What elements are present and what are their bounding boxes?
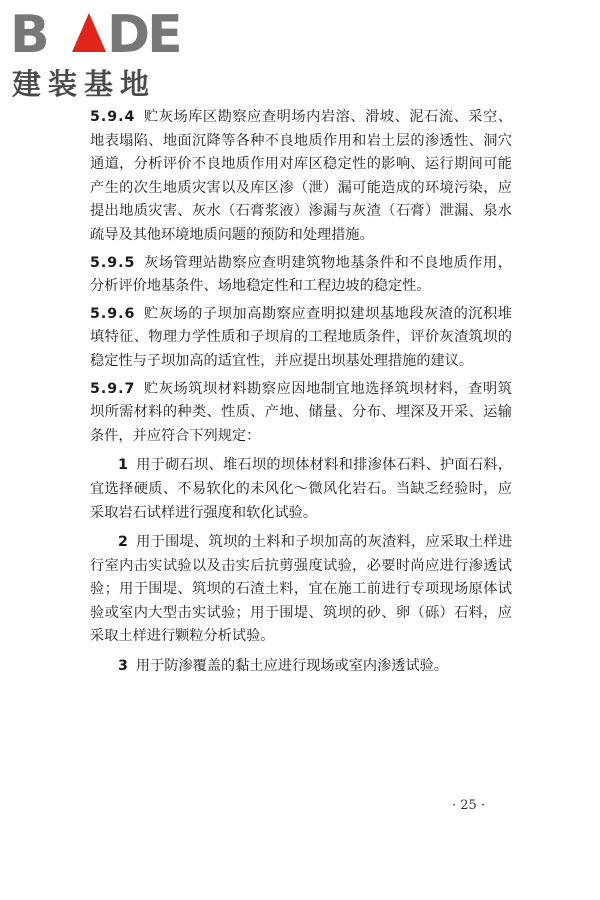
item-text: 用于砌石坝、堆石坝的坝体材料和排渗体石料、护面石料，宜选择硬质、不易软化的未风化～微风化岩石。当缺乏经验时，应采取岩石试样进行强度和软化试验。 — [90, 457, 512, 521]
item-text: 用于防渗覆盖的黏土应进行现场或室内渗透试验。 — [135, 658, 449, 675]
item-number: 2 — [118, 534, 128, 551]
clause-number: 5.9.4 — [90, 109, 136, 125]
list-item — [90, 531, 512, 649]
item-text: 用于围堤、筑坝的土料和子坝加高的灰渣料，应采取土样进行室内击实试验以及击实后抗剪强度试验，必要时尚应进行渗透试验；用于围堤、筑坝的石渣土料，宜在施工前进行专项现场原体试验或室内大型击实试验；用于围堤、筑坝的砂、卵（砾）石料，应采取土样进行颗粒分析试验。 — [90, 534, 512, 645]
clause-number: 5.9.6 — [90, 305, 136, 322]
clause-text: 贮灰场库区勘察应查明场内岩溶、滑坡、泥石流、采空、地表塌陷、地面沉降等各种不良地质作用和岩土层的渗透性、洞穴通道，分析评价不良地质作用对库区稳定性的影响、运行期间可能产生的次生地质灾害以及库区渗（泄）漏可能造成的环境污染，应提出地质灾害、灰水（石膏浆液）渗漏与灰渣（石膏）泄漏、泉水疏导及其他环境地质问题的预防和处理措施。 — [90, 109, 512, 243]
bade-logo — [10, 6, 180, 101]
item-number: 1 — [118, 457, 128, 474]
clause-number: 5.9.7 — [90, 380, 136, 397]
clause-5-9-6 — [90, 303, 512, 374]
logo-subtitle: 建装基地 — [12, 67, 157, 101]
clause-text: 灰场管理站勘察应查明建筑物地基条件和不良地质作用，分析评价地基条件、场地稳定性和工程边坡的稳定性。 — [90, 254, 512, 295]
svg-text:B: B — [10, 6, 48, 56]
clause-number: 5.9.5 — [90, 254, 136, 271]
clause-5-9-7 — [90, 378, 512, 449]
list-item — [90, 655, 512, 679]
logo-accent-triangle — [72, 13, 106, 52]
bade-wordmark — [10, 6, 180, 56]
clause-text: 贮灰场筑坝材料勘察应因地制宜地选择筑坝材料，查明筑坝所需材料的种类、性质、产地、储量、分布、埋深及开采、运输条件，并应符合下列规定： — [90, 380, 512, 444]
document-body — [90, 106, 512, 679]
item-number: 3 — [118, 658, 128, 675]
list-item — [90, 454, 512, 525]
clause-text: 贮灰场的子坝加高勘察应查明拟建坝基地段灰渣的沉积堆填特征、物理力学性质和子坝肩的工程地质条件，评价灰渣筑坝的稳定性与子坝加高的适宜性，并应提出坝基处理措施的建议。 — [90, 305, 512, 369]
clause-5-9-5 — [90, 252, 512, 299]
svg-text:DE: DE — [107, 6, 180, 56]
clause-5-9-4 — [90, 106, 512, 248]
page-number: · 25 · — [452, 798, 486, 813]
